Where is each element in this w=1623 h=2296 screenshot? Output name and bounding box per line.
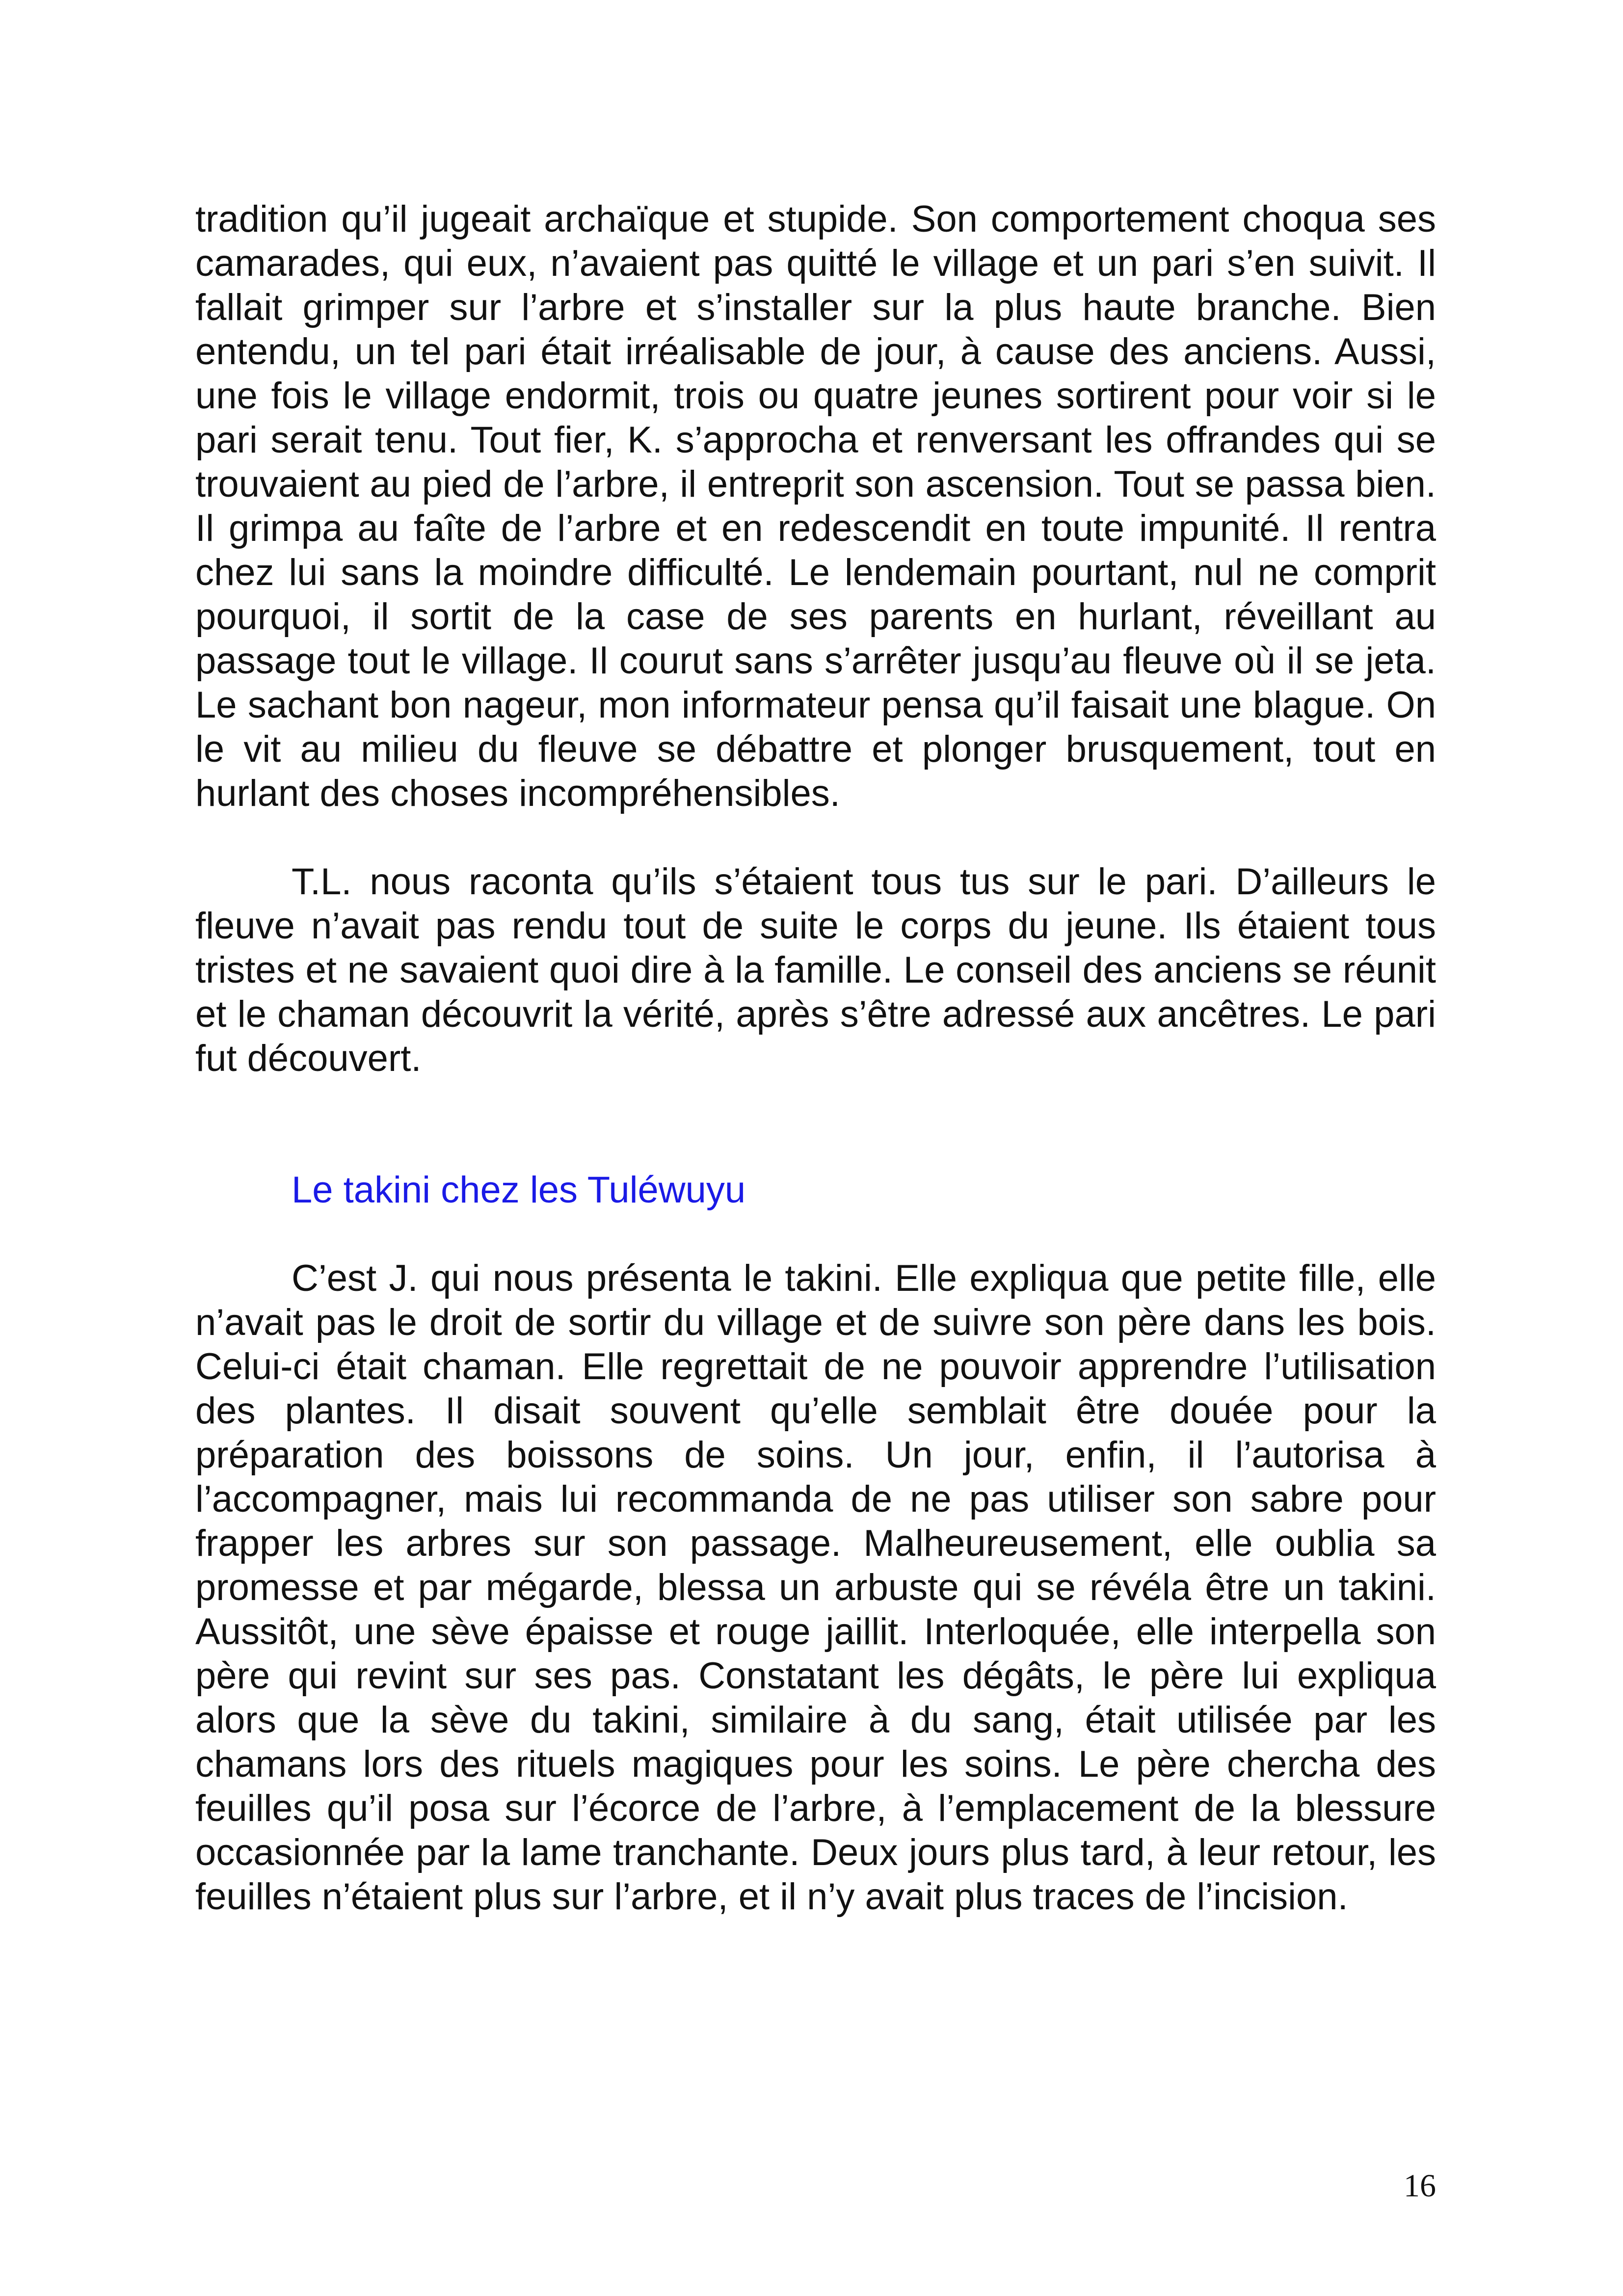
paragraph-tl-account: T.L. nous raconta qu’ils s’étaient tous tus sur le pari. D’ailleurs le fleuve n’avait pas rendu tout de suite le corps du jeune. Ils étaient tous tristes et ne savaient quoi dire à la famille. Le conseil des anciens se réunit et le chaman découvrit la vérité, après s’être adressé aux ancêtres. Le pari fut découvert.	[195, 861, 1436, 1079]
paragraph-pari-story: tradition qu’il jugeait archaïque et stupide. Son comportement choqua ses camarades, qui eux, n’avaient pas quitté le village et un pari s’en suivit. Il fallait grimper sur l’arbre et s’installer sur la plus haute branche. Bien entendu, un tel pari était irréalisable de jour, à cause des anciens. Aussi, une fois le village endormit, trois ou quatre jeunes sortirent pour voir si le pari serait tenu. Tout fier, K. s’approcha et renversant les offrandes qui se trouvaient au pied de l’arbre, il entreprit son ascension. Tout se passa bien. Il grimpa au faîte de l’arbre et en redescendit en toute impunité. Il rentra chez lui sans la moindre difficulté. Le lendemain pourtant, nul ne comprit pourquoi, il sortit de la case de ses parents en hurlant, réveillant au passage tout le village. Il courut sans s’arrêter jusqu’au fleuve où il se jeta. Le sachant bon nageur, mon informateur pensa qu’il faisait une blague. On le vit au milieu du fleuve se débattre et plonger brusquement, tout en hurlant des choses incompréhensibles.	[195, 198, 1436, 814]
paragraph-takini-story: C’est J. qui nous présenta le takini. Elle expliqua que petite fille, elle n’avait pas le droit de sortir du village et de suivre son père dans les bois. Celui-ci était chaman. Elle regrettait de ne pouvoir apprendre l’utilisation des plantes. Il disait souvent qu’elle semblait être douée pour la préparation des boissons de soins. Un jour, enfin, il l’autorisa à l’accompagner, mais lui recommanda de ne pas utiliser son sabre pour frapper les arbres sur son passage. Malheureusement, elle oublia sa promesse et par mégarde, blessa un arbuste qui se révéla être un takini. Aussitôt, une sève épaisse et rouge jaillit. Interloquée, elle interpella son père qui revint sur ses pas. Constatant les dégâts, le père lui expliqua alors que la sève du takini, similaire à du sang, était utilisée par les chamans lors des rituels magiques pour les soins. Le père chercha des feuilles qu’il posa sur l’écorce de l’arbre, à l’emplacement de la blessure occasionnée par la lame tranchante. Deux jours plus tard, à leur retour, les feuilles n’étaient plus sur l’arbre, et il n’y avait plus traces de l’incision.	[195, 1257, 1436, 1918]
page-number: 16	[1404, 2168, 1436, 2204]
section-heading: Le takini chez les Tuléwuyu	[292, 1169, 746, 1211]
